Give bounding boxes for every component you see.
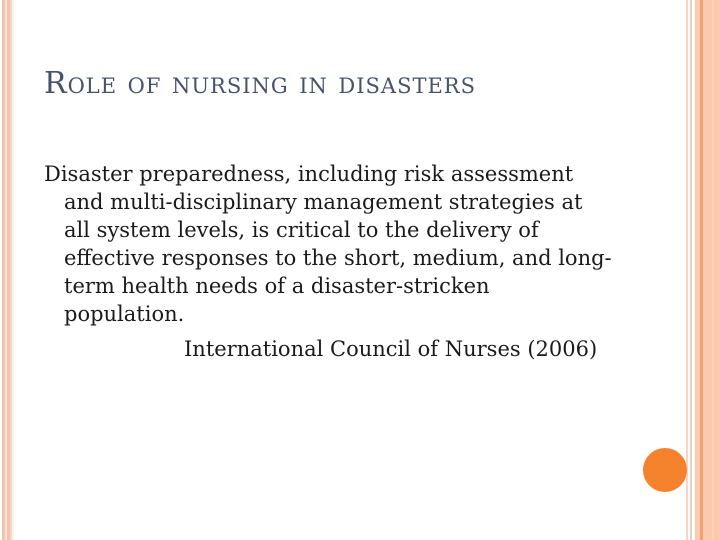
orange-circle-decoration xyxy=(643,448,687,492)
quote-line: population. xyxy=(64,302,185,326)
slide-title: Role of nursing in disasters xyxy=(44,66,477,101)
right-stripe-border xyxy=(686,0,720,540)
left-stripe-border xyxy=(0,0,14,540)
quote-line: effective responses to the short, medium, and long- xyxy=(64,246,612,270)
quote-line: all system levels, is critical to the delivery of xyxy=(64,218,539,242)
quote-block xyxy=(44,160,684,363)
quote-line: term health needs of a disaster-stricken xyxy=(64,274,490,298)
quote-attribution: International Council of Nurses (2006) xyxy=(184,337,598,361)
quote-line: Disaster preparedness, including risk assessment xyxy=(44,162,574,186)
quote-line: and multi-disciplinary management strategies at xyxy=(64,190,583,214)
